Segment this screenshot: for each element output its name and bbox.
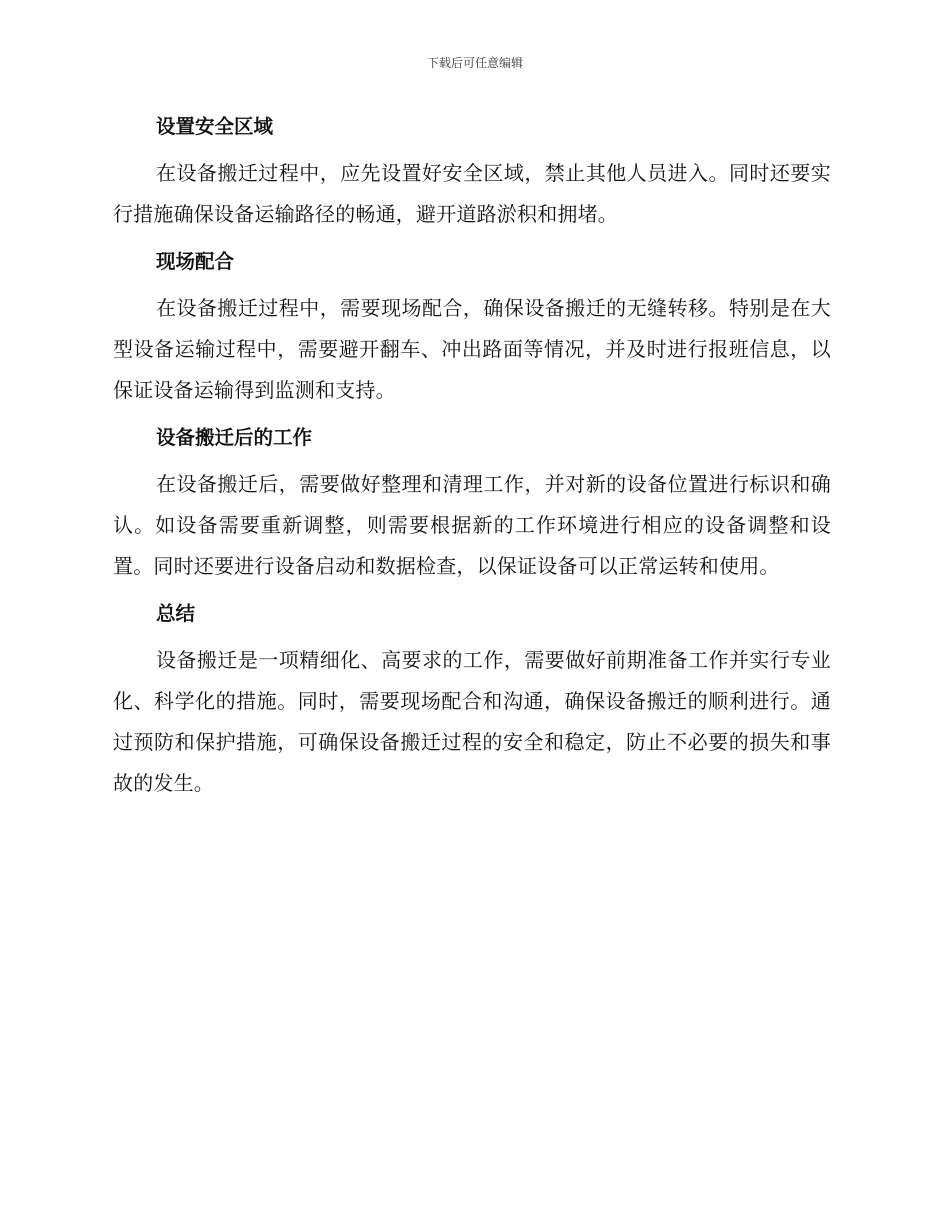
section-heading: 现场配合 <box>156 250 235 273</box>
section-onsite-coordination <box>113 247 831 411</box>
section-paragraph: 在设备搬迁过程中，应先设置好安全区域，禁止其他人员进入。同时还要实行措施确保设备运输路径的畅通，避开道路淤积和拥堵。 <box>113 161 831 226</box>
page-header: 下载后可任意编辑 <box>426 56 523 70</box>
section-summary <box>113 599 831 804</box>
section-heading: 设置安全区域 <box>156 115 274 138</box>
section-paragraph: 在设备搬迁过程中，需要现场配合，确保设备搬迁的无缝转移。特别是在大型设备运输过程中，需要避开翻车、冲出路面等情况，并及时进行报班信息，以保证设备运输得到监测和支持。 <box>113 296 831 402</box>
section-paragraph: 设备搬迁是一项精细化、高要求的工作，需要做好前期准备工作并实行专业化、科学化的措施。同时，需要现场配合和沟通，确保设备搬迁的顺利进行。通过预防和保护措施，可确保设备搬迁过程的安全和稳定，防止不必要的损失和事故的发生。 <box>113 648 831 795</box>
section-heading: 总结 <box>156 602 196 625</box>
section-heading: 设备搬迁后的工作 <box>156 426 313 449</box>
section-paragraph: 在设备搬迁后，需要做好整理和清理工作，并对新的设备位置进行标识和确认。如设备需要重新调整，则需要根据新的工作环境进行相应的设备调整和设置。同时还要进行设备启动和数据检查，以保证设备可以正常运转和使用。 <box>113 472 831 578</box>
document-body <box>113 112 831 816</box>
section-post-relocation <box>113 423 831 587</box>
section-safety-zone <box>113 112 831 235</box>
